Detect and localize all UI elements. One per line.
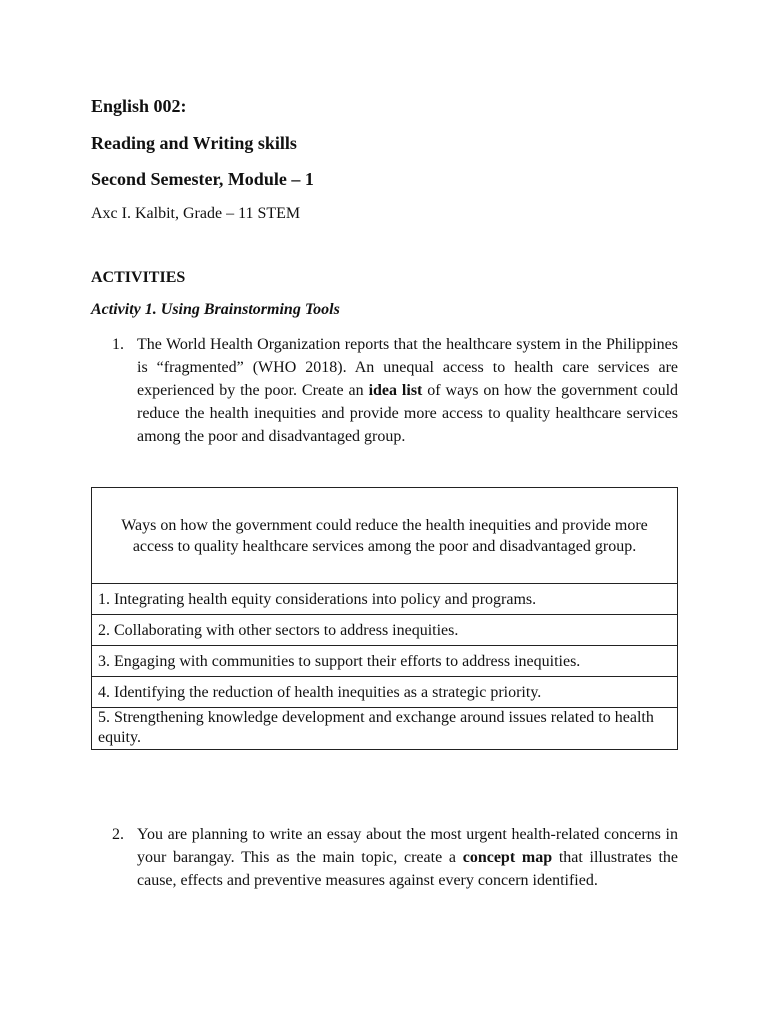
idea-list-term: idea list [368,382,423,399]
item-text: You are planning to write an essay about the most urgent health-related concerns in your barangay. This as the main topic, create a concept map that illustrates the cause, effects and preventive measures against every concern identified. [137,826,679,889]
activity-item-2 [112,823,678,892]
term-title: Second Semester, Module – 1 [91,169,314,189]
activity-title: Activity 1. Using Brainstorming Tools [91,301,340,318]
course-title: English 002: [91,96,187,116]
activity-item-1 [112,333,678,448]
author-line: Axc I. Kalbit, Grade – 11 STEM [91,205,301,222]
section-title: ACTIVITIES [91,269,186,286]
item-number: 2. [112,826,124,843]
table-row: 1. Integrating health equity considerations into policy and programs. [92,584,678,615]
table-row: 5. Strengthening knowledge development and exchange around issues related to health equity. [92,708,678,750]
subject-title: Reading and Writing skills [91,133,297,153]
item-text: The World Health Organization reports that the healthcare system in the Philippines is “fragmented” (WHO 2018). An unequal access to health care services are experienced by the poor. Create an idea list of ways on how the government could reduce the health inequities and provide more access to quality healthcare services among the poor and disadvantaged group. [137,336,679,445]
item-number: 1. [112,336,124,353]
table-row: 4. Identifying the reduction of health inequities as a strategic priority. [92,677,678,708]
table-row: 2. Collaborating with other sectors to address inequities. [92,615,678,646]
table-row: 3. Engaging with communities to support their efforts to address inequities. [92,646,678,677]
table-header: Ways on how the government could reduce the health inequities and provide more access to quality healthcare services among the poor and disadvantaged group. [92,488,678,584]
concept-map-term: concept map [462,849,553,866]
ways-table [91,487,678,750]
